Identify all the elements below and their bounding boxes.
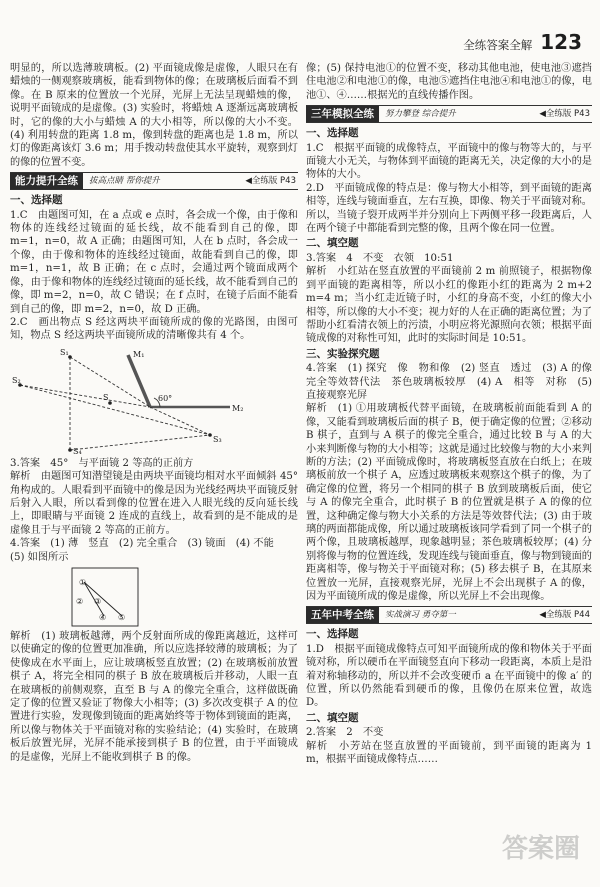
question-4-figure-note: (5) 如图所示 [10, 551, 69, 563]
label-s1: S₁ [60, 347, 69, 357]
mirror-ray-diagram [10, 345, 250, 455]
section-heading: 一、选择题 [10, 194, 63, 207]
battery-label-5: ⑤ [118, 612, 126, 622]
banner-tag: 五年中考全练 [306, 607, 379, 623]
banner-sub: 努力攀登 综合提升 [385, 108, 456, 119]
section-heading: 一、选择题 [306, 127, 359, 140]
right-para-1: 像；(5) 保持电池①的位置不变，移动其他电池，使电池③遮挡住电池②和电池①的像，电池⑤遮挡住电池④和电池①的像，电池①、④……根据光的直线传播作图。 [306, 63, 592, 101]
battery-diagram [70, 566, 140, 628]
battery-label-2: ② [76, 596, 84, 606]
question-5: 1.D 根据平面镜成像特点可知平面镜所成的像和物体关于平面镜对称，所以硬币在平面镜竖直向下移动一段距离，本质上是沿着对称轴移动的，所以并不会改变硬币 a 在平面镜中的像 a′ 的位置，所以仍然能看到硬币的像，且像仍在原来位置，故选 D。 [306, 643, 592, 709]
label-m1: M₁ [133, 349, 145, 359]
banner-ref: ◀全练版 P43 [539, 108, 590, 119]
section-heading: 三、实验探究题 [306, 347, 380, 360]
banner-ref: ◀全练版 P43 [245, 175, 296, 186]
label-s2: S₂ [12, 375, 21, 385]
question-4-analysis: 解析 (1) ①用玻璃板代替平面镜，在玻璃板前面能看到 A 的像，又能看到玻璃板后面的棋子 B，便于确定像的位置；②移动 B 棋子，直到与 A 棋子的像完全重合，通过比较 B 与 A 的大小来判断像与物的大小相等；这就是通过比较像与物的大小来判断的方法；(2) 平面镜成像时，将玻璃板竖直放在白纸上；在玻璃板前放一个棋子 A，应透过玻璃板来观察这个棋子的像，为了确定像的位置，将另一个相同的棋子 B 放到玻璃板后面，使它与 A 的像完全重合，此时棋子 B 的位置就是棋子 A 的像的位置，这种确定像与物大小关系的方法是等效替代法；(3) 由于玻璃的两面都能成像，所以通过玻璃板该同学看到了同一个棋子的两个像，且玻璃板越厚，现象越明显；茶色玻璃板较厚；(4) 分别将像与物的位置连线，发现连线与镜面垂直，像与物到镜面的距离相等，像与物关于平面镜对称；(5) 移去棋子 B，在其原来位置放一光屏，直接观察光屏，光屏上不会出现棋子 A 的像，因为平面镜所成的像是虚像，所以光屏上不会出现像。 [306, 403, 592, 603]
question-1: 1.C 根据平面镜的成像特点，平面镜中的像与物等大的，与平面镜大小无关，与物体到平面镜的距离无关，决定像的大小的是物体的大小。 [306, 142, 592, 181]
page-number: 123 [540, 30, 582, 54]
section-heading: 二、填空题 [306, 711, 359, 724]
left-para-1: 明显的，所以选薄玻璃板。(2) 平面镜成像是虚像，人眼只在有蜡烛的一侧观察玻璃板，能看到物体的像；在玻璃板后面看不到像。在 B 原来的位置放一个光屏，光屏上无法呈现蜡烛的像，说明平面镜成的是虚像。(3) 实验时，将蜡烛 A 逐渐远离玻璃板时，它的像的大小与蜡烛 A 的大小相等，所以像的大小不变。(4) 利用转盘的距离 1.8 m，像到转盘的距离也是 1.8 m，所以灯的像距离该灯 3.6 m；用手拨动转盘使其水平旋转，观察到灯的像的位置不变。 [10, 63, 298, 168]
battery-label-1: ① [79, 577, 87, 587]
question-3-analysis: 解析 由题图可知潜望镜是由两块平面镜均相对水平面倾斜 45° 角构成的。人眼看到平面镜中的像是因为光线经两块平面镜反射后射入人眼，所以看到像的位置在进入人眼光线的反向延长线上，即眼睛与平面镜 2 连成的直线上，故看到的是不能成的是虚像且于与平面镜 2 等高的正前方。 [10, 471, 298, 536]
label-s4: S₄ [73, 446, 82, 455]
question-2: 2.C 画出物点 S 经这两块平面镜所成的像的光路图，由图可知，物点 S 经这两块平面镜所成的清晰像共有 4 个。 [10, 316, 298, 342]
label-s: S [103, 392, 109, 402]
header-title: 全练答案全解 [463, 38, 533, 52]
banner-five-year [306, 606, 592, 624]
watermark-logo: 答案圈 [501, 834, 580, 864]
question-3-analysis: 解析 小红站在竖直放置的平面镜前 2 m 前照镜子，根据物像到平面镜的距离相等，所以小红的像距小红的距离为 2 m+2 m=4 m；当小红走近镜子时，小红的身高不变，小红的像大小相等，所以像的大小不变；视力好的人在正确的距离位置；为了帮助小红看清衣领上的污渍，小明应将光源照向衣领；根据平面镜成像的对称性可知，此时的实际时间是 10:51。 [306, 266, 592, 345]
question-6: 2.答案 2 不变 [306, 727, 384, 739]
left-column [10, 62, 298, 764]
label-s3: S₃ [213, 434, 222, 444]
question-3: 3.答案 45° 与平面镜 2 等高的正前方 [10, 457, 194, 469]
question-1: 1.C 由题图可知，在 a 点或 e 点时，各会成一个像，由于像和物体的连线经过镜面的延长线，故不能看到自己的像，即 m=1，n=0，故 A 正确；由题图可知，人在 b 点时，各会成一个像，由于像和物体的连线经过镜面，故能看到自己的像，即 m=1，n=1，故 B 正确；在 c 点时，会通过两个镜面成两个像，由于像和物体的连线经过镜面的延长线，故不能看到自己的像，即 m=2，n=0，故 C 错误；在 f 点时，在镜子后面不能看到自己的像，即 m=2，n=0，故 D 正确。 [10, 209, 298, 315]
banner-sub: 实战演习 勇夺第一 [385, 609, 456, 620]
banner-tag: 能力提升全练 [10, 173, 83, 189]
battery-label-4: ④ [99, 612, 107, 622]
section-heading: 二、填空题 [306, 237, 359, 250]
battery-label-3: ③ [94, 596, 102, 606]
section-heading: 一、选择题 [306, 628, 359, 641]
question-4: 4.答案 (1) 探究 像 物和像 (2) 竖直 透过 (3) A 的像完全等效替代法 茶色玻璃板较厚 (4) A 相等 对称 (5) 直接观察光屏 [306, 363, 592, 401]
question-4: 4.答案 (1) 薄 竖直 (2) 完全重合 (3) 镜面 (4) 不能 [10, 538, 274, 550]
right-column [306, 62, 592, 767]
banner-ability [10, 172, 298, 190]
banner-ref: ◀全练版 P44 [539, 609, 590, 620]
banner-three-year [306, 105, 592, 123]
page-header [463, 30, 582, 56]
banner-sub: 拔高点睛 帮你提升 [89, 175, 160, 186]
label-angle: 60° [158, 393, 173, 403]
question-4-analysis: 解析 (1) 玻璃板越薄，两个反射面所成的像距离越近，这样可以使确定的像的位置更加准确，所以应选择较薄的玻璃板；为了使像成在水平面上，应让玻璃板竖直放置；(2) 在玻璃板前放置棋子 A，将完全相同的棋子 B 放在玻璃板后并移动，人眼一直在玻璃板的前侧观察，直至 B 与 A 的像完全重合，这样做既确定了像的位置又验证了物像大小相等；(3) 多次改变棋子 A 的位置进行实验，发现像到镜面的距离始终等于物体到镜面的距离，所以像与物体关于平面镜对称的实验结论；(4) 实验时，在玻璃板后放置光屏，光屏不能承接到棋子 B 的位置，由于平面镜成的是虚像，光屏上不能收到棋子 B 的像。 [10, 630, 298, 763]
label-m2: M₂ [232, 403, 244, 413]
banner-tag: 三年模拟全练 [306, 106, 379, 122]
question-3: 3.答案 4 不变 衣领 10:51 [306, 252, 454, 264]
question-2: 2.D 平面镜成像的特点是：像与物大小相等，到平面镜的距离相等，连线与镜面垂直，左右互换，即像、物关于平面镜对称。所以，当镜子裂开成两半并分别向上下两侧平移一段距离后，人在两个镜子中都能看到完整的像，且两个像在同一位置。 [306, 182, 592, 235]
question-6-analysis: 解析 小芳站在竖直放置的平面镜前，到平面镜的距离为 1 m，根据平面镜成像特点…… [306, 740, 592, 766]
